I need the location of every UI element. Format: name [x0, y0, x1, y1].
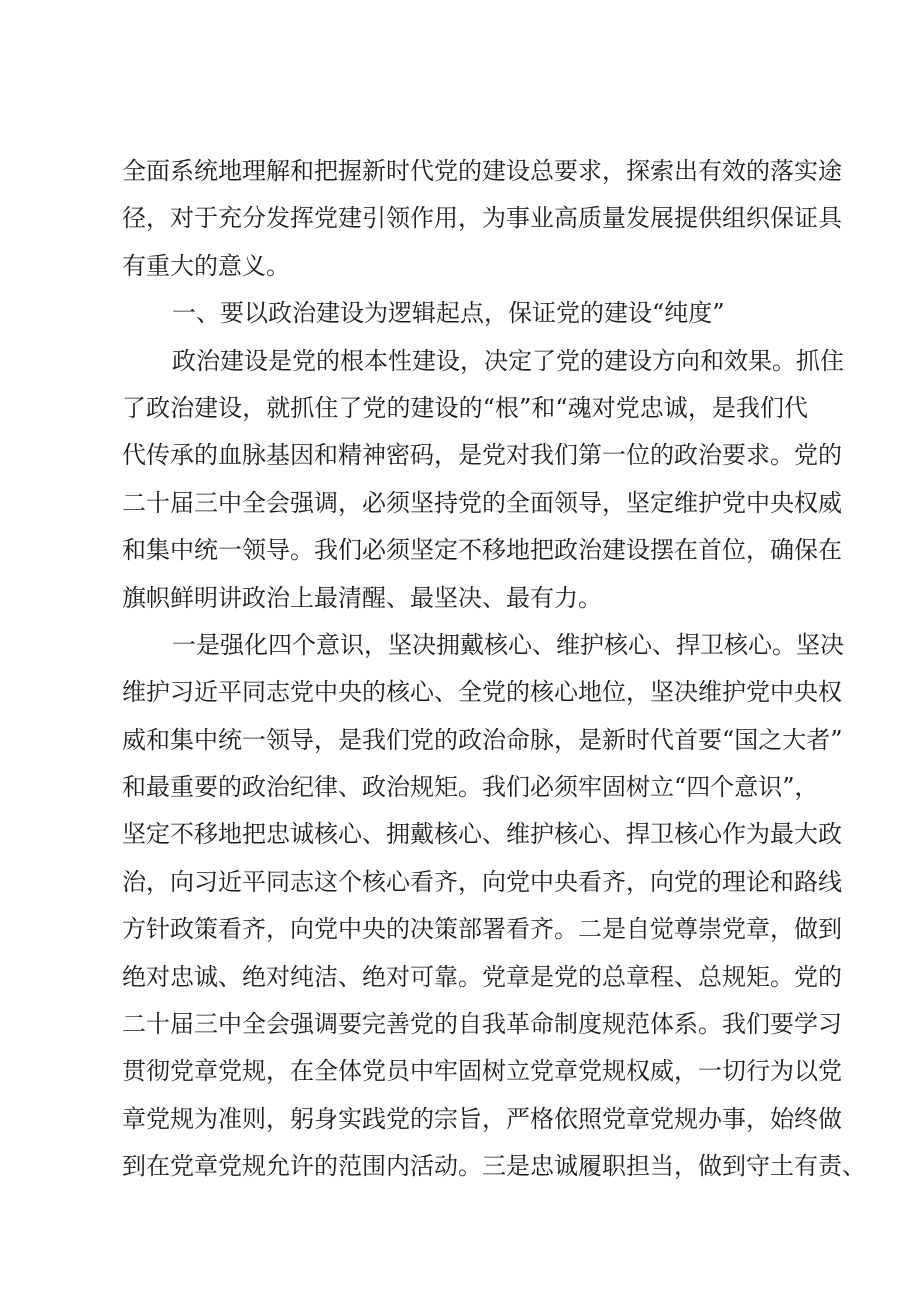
text-line: 二十届三中全会强调，必须坚持党的全面领导，坚定维护党中央权威: [122, 488, 842, 517]
text-line: 全面系统地理解和把握新时代党的建设总要求，探索出有效的落实途: [122, 157, 842, 185]
document-body: [122, 148, 866, 1191]
text-line: 径，对于充分发挥党建引领作用，为事业高质量发展提供组织保证具: [122, 204, 842, 233]
text-line: 和集中统一领导。我们必须坚定不移地把政治建设摆在首位，确保在: [122, 536, 842, 565]
text-line: 旗帜鲜明讲政治上最清醒、最坚决、最有力。: [122, 583, 602, 612]
text-line: 二十届三中全会强调要完善党的自我革命制度规范体系。我们要学习: [122, 1010, 842, 1039]
text-line: 一是强化四个意识，坚决拥戴核心、维护核心、捍卫核心。坚决: [172, 630, 844, 659]
text-line: 治，向习近平同志这个核心看齐，向党中央看齐，向党的理论和路线: [122, 867, 842, 896]
text-line: 坚定不移地把忠诚核心、拥戴核心、维护核心、捍卫核心作为最大政: [122, 820, 842, 849]
text-line: 贯彻党章党规，在全体党员中牢固树立党章党规权威，一切行为以党: [122, 1057, 842, 1086]
text-line: 有重大的意义。: [122, 251, 290, 280]
text-line: 绝对忠诚、绝对纯洁、绝对可靠。党章是党的总章程、总规矩。党的: [122, 962, 842, 991]
text-line: 方针政策看齐，向党中央的决策部署看齐。二是自觉尊崇党章，做到: [122, 915, 842, 944]
text-line: 到在党章党规允许的范围内活动。三是忠诚履职担当，做到守土有责、: [122, 1152, 866, 1181]
text-line: 代传承的血脉基因和精神密码，是党对我们第一位的政治要求。党的: [122, 441, 842, 470]
section-heading: 一、要以政治建设为逻辑起点，保证党的建设“纯度”: [172, 299, 725, 328]
text-line: 威和集中统一领导，是我们党的政治命脉，是新时代首要“国之大者”: [122, 725, 843, 754]
text-line: 政治建设是党的根本性建设，决定了党的建设方向和效果。抓住: [172, 346, 844, 375]
text-line: 章党规为准则，躬身实践党的宗旨，严格依照党章党规办事，始终做: [122, 1104, 842, 1133]
text-line: 维护习近平同志党中央的核心、全党的核心地位，坚决维护党中央权: [122, 678, 842, 707]
text-line: 了政治建设，就抓住了党的建设的“根”和“魂对党忠诚，是我们代: [122, 393, 808, 422]
text-line: 和最重要的政治纪律、政治规矩。我们必须牢固树立“四个意识”，: [122, 773, 819, 802]
